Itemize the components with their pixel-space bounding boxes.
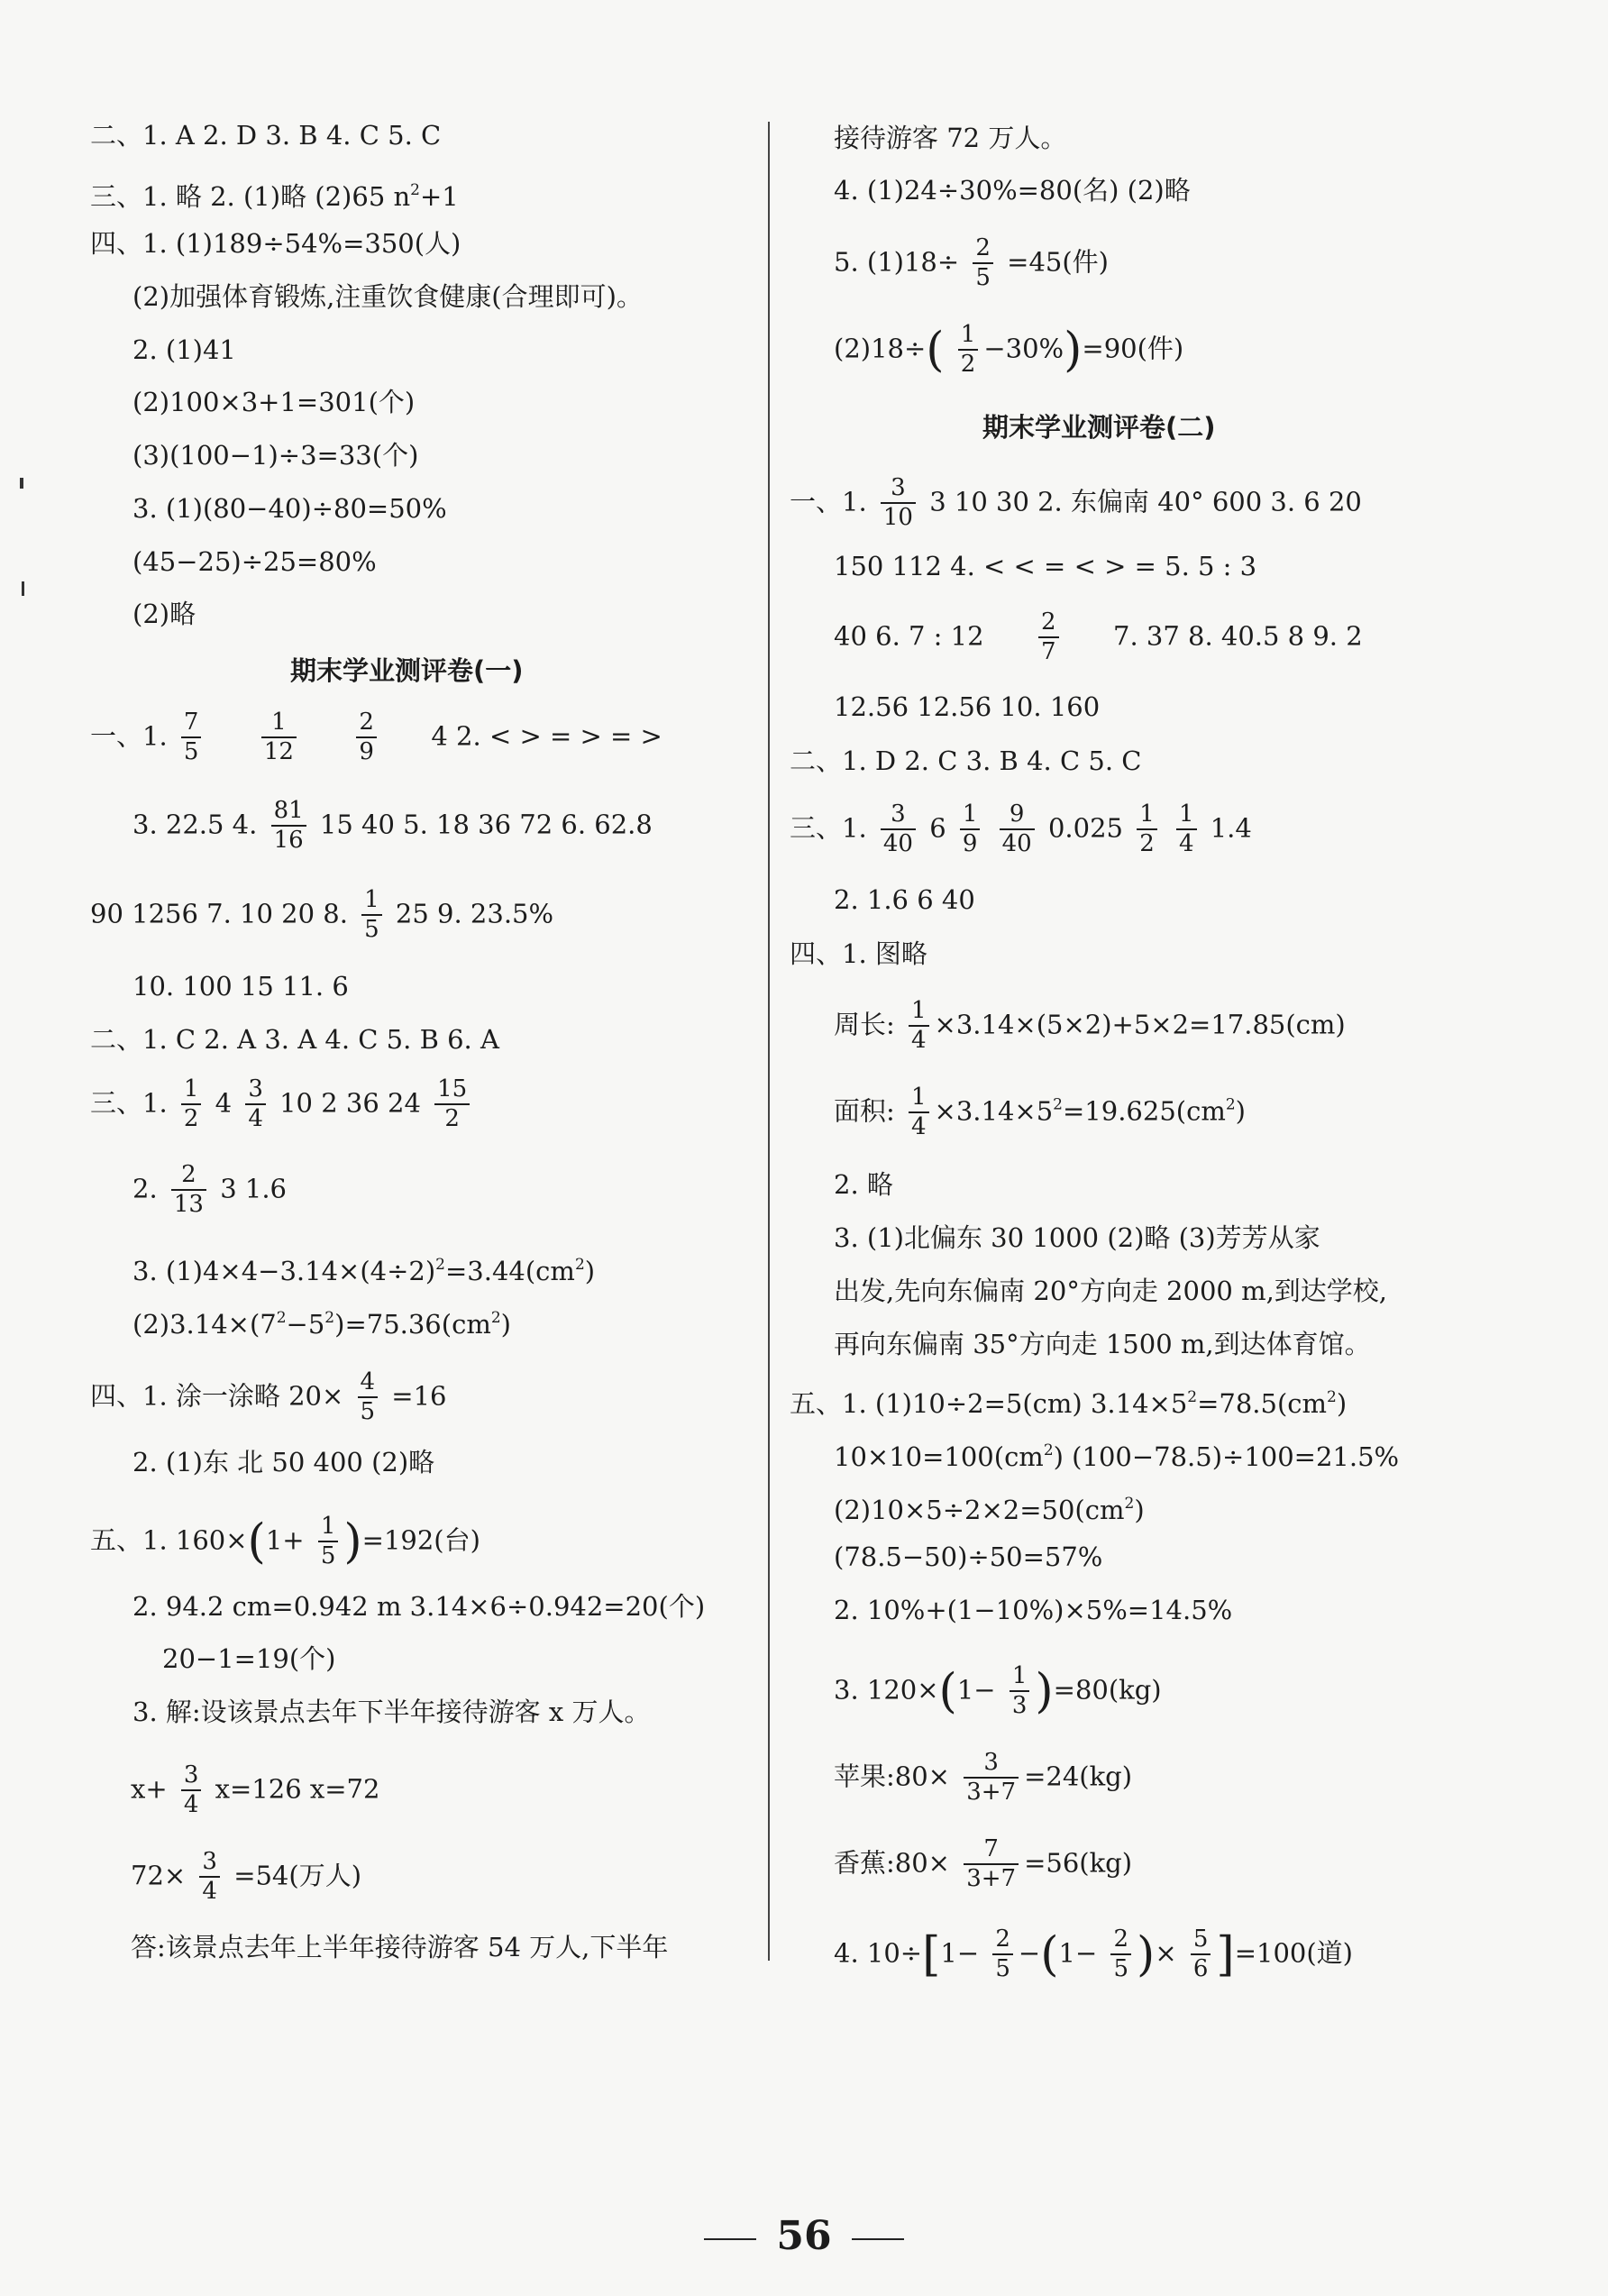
answer-line: 四、1. 图略 xyxy=(790,938,927,969)
fraction: $\frac{2}{9}$ xyxy=(356,710,377,765)
section-title: 期末学业测评卷(一) xyxy=(290,655,524,686)
section-title: 期末学业测评卷(二) xyxy=(982,412,1216,443)
answer-line: (45−25)÷25=80% xyxy=(132,546,377,577)
fraction: $\frac{1}{2}$ xyxy=(1137,802,1157,857)
answer-line: (2)18÷( $\frac{1}{2}$ −30%)=90(件) xyxy=(834,321,1184,379)
answer-line: (2)加强体育锻炼,注重饮食健康(合理即可)。 xyxy=(132,281,643,312)
fraction: $\frac{2}{13}$ xyxy=(171,1163,206,1218)
fraction: $\frac{3}{4}$ xyxy=(199,1850,220,1905)
answer-line: 90 1256 7. 10 20 8. $\frac{1}{5}$ 25 9. 23.5% xyxy=(90,886,554,944)
answer-line: 40 6. 7 : 12 $\frac{2}{7}$ 7. 37 8. 40.5 8 9. 2 xyxy=(834,608,1363,666)
fraction: $\frac{2}{5}$ xyxy=(973,236,993,291)
answer-line: 5. (1)18÷ $\frac{2}{5}$ =45(件) xyxy=(834,234,1109,292)
fraction: $\frac{9}{40}$ xyxy=(1000,802,1035,857)
fraction: $\frac{1}{4}$ xyxy=(1176,802,1197,857)
fraction: $\frac{2}{5}$ xyxy=(1110,1927,1131,1982)
answer-line: 2. $\frac{2}{13}$ 3 1.6 xyxy=(132,1161,287,1219)
answer-line: 2. 10%+(1−10%)×5%=14.5% xyxy=(834,1595,1233,1625)
answer-line: 一、1. $\frac{3}{10}$ 3 10 30 2. 东偏南 40° 600 3. 6 20 xyxy=(790,474,1362,532)
answer-line: 三、1. $\frac{3}{40}$ 6 $\frac{1}{9}$ $\frac{9}{40}$ 0.025 $\frac{1}{2}$ $\frac{1}{4}$ 1.4 xyxy=(790,800,1252,858)
fraction: $\frac{3}{40}$ xyxy=(881,802,916,857)
answer-line: 150 112 4. < < = < > = 5. 5 : 3 xyxy=(834,551,1257,581)
answer-line: 一、1. $\frac{7}{5}$ $\frac{1}{12}$ $\frac{2}{9}$ 4 2. < > = > = > xyxy=(90,709,662,766)
answer-line: 3. 120×(1− $\frac{1}{3}$ )=80(kg) xyxy=(834,1662,1162,1720)
answer-line: 3. $(1)4\times 4-3.14\times(4\div 2)^2=3.44(cm^2)$ xyxy=(132,1256,596,1286)
fraction: $\frac{15}{2}$ xyxy=(434,1077,470,1132)
answer-line: 面积: $\frac{1}{4}$ $\times 3.14\times 5^2=19.625(cm^2)$ xyxy=(834,1084,1246,1141)
answer-line: 3. (1)北偏东 30 1000 (2)略 (3)芳芳从家 xyxy=(834,1222,1320,1253)
answer-line: 五、1. 160×(1+ $\frac{1}{5}$ )=192(台) xyxy=(90,1513,480,1570)
answer-line: 4. (1)24÷30%=80(名) (2)略 xyxy=(834,175,1191,206)
answer-line: 二、1. C 2. A 3. A 4. C 5. B 6. A xyxy=(90,1024,499,1055)
fraction: $\frac{1}{5}$ xyxy=(361,888,382,943)
fraction: $\frac{4}{5}$ xyxy=(358,1370,379,1425)
answer-line: (2)略 xyxy=(132,599,196,629)
fraction: $\frac{1}{4}$ xyxy=(909,1085,929,1140)
answer-line: 3. (1)(80−40)÷80=50% xyxy=(132,493,447,524)
answer-line: 10. 100 15 11. 6 xyxy=(132,971,349,1002)
fraction: $\frac{1}{5}$ xyxy=(318,1514,339,1569)
fraction: $\frac{7}{5}$ xyxy=(181,710,202,765)
fraction: $\frac{1}{9}$ xyxy=(960,802,981,857)
fraction: $\frac{1}{3}$ xyxy=(1010,1664,1030,1719)
scan-mark-1 xyxy=(20,478,23,489)
scan-mark-2 xyxy=(22,581,24,596)
fraction: $\frac{3}{10}$ xyxy=(881,476,916,531)
answer-line: 72× $\frac{3}{4}$ =54(万人) xyxy=(131,1848,362,1906)
answer-line: 2. 略 xyxy=(834,1169,893,1200)
page-number: 56 xyxy=(0,2213,1608,2259)
answer-line: (3)(100−1)÷3=33(个) xyxy=(132,440,419,471)
answer-line: 四、1. 涂一涂略 20× $\frac{4}{5}$ =16 xyxy=(90,1368,447,1426)
fraction: $\frac{5}{6}$ xyxy=(1191,1927,1211,1982)
answer-line: 3. 22.5 4. $\frac{81}{16}$ 15 40 5. 18 36 72 6. 62.8 xyxy=(132,797,653,855)
answer-line: 五、1. (1)10÷2=5(cm) $3.14\times 5^2=78.5(cm^2)$ xyxy=(790,1388,1348,1419)
answer-line: 2. 94.2 cm=0.942 m 3.14×6÷0.942=20(个) xyxy=(132,1591,706,1622)
answer-line: (2)100×3+1=301(个) xyxy=(132,387,416,417)
answer-line: 周长: $\frac{1}{4}$ ×3.14×(5×2)+5×2=17.85(cm) xyxy=(834,997,1346,1055)
answer-line: 2. (1)41 xyxy=(132,334,236,365)
answer-line: 二、1. D 2. C 3. B 4. C 5. C xyxy=(790,746,1142,776)
answer-line: 出发,先向东偏南 20°方向走 2000 m,到达学校, xyxy=(834,1276,1388,1306)
answer-line: 2. (1)东 北 50 400 (2)略 xyxy=(132,1447,435,1477)
answer-line: 三、1. $\frac{1}{2}$ 4 $\frac{3}{4}$ 10 2 36 24 $\frac{15}{2}$ xyxy=(90,1077,475,1132)
answer-line: $10\times 10=100(cm^2)$ (100−78.5)÷100=21.5% xyxy=(834,1441,1400,1472)
fraction: $\frac{1}{2}$ xyxy=(958,323,979,378)
fraction: $\frac{2}{7}$ xyxy=(1038,610,1059,665)
answer-line: x+ $\frac{3}{4}$ x=126 x=72 xyxy=(131,1761,380,1819)
fraction: $\frac{1}{2}$ xyxy=(181,1077,202,1132)
answer-line: 再向东偏南 35°方向走 1500 m,到达体育馆。 xyxy=(834,1329,1371,1359)
answer-line: 香蕉:80× $\frac{7}{3+7}$ =56(kg) xyxy=(834,1835,1133,1893)
answer-line: $(2)10\times 5\div 2\times 2=50(cm^2)$ xyxy=(834,1495,1145,1525)
answer-line: (78.5−50)÷50=57% xyxy=(834,1541,1103,1572)
fraction: $\frac{3}{3+7}$ xyxy=(964,1751,1019,1806)
answer-line: 12.56 12.56 10. 160 xyxy=(834,691,1101,722)
answer-line: 4. 10÷[1− $\frac{2}{5}$ −(1− $\frac{2}{5}$ )× $\frac{5}{6}$ ]=100(道) xyxy=(834,1926,1353,1983)
answer-line: 3. 解:设该景点去年下半年接待游客 x 万人。 xyxy=(132,1697,651,1727)
answer-line: $(2)3.14\times(7^2-5^2)=75.36(cm^2)$ xyxy=(132,1309,511,1340)
fraction: $\frac{2}{5}$ xyxy=(992,1927,1013,1982)
answer-line: 答:该景点去年上半年接待游客 54 万人,下半年 xyxy=(131,1932,669,1962)
answer-line: 接待游客 72 万人。 xyxy=(834,123,1067,153)
answer-line: 苹果:80× $\frac{3}{3+7}$ =24(kg) xyxy=(834,1749,1133,1807)
fraction: $\frac{1}{4}$ xyxy=(909,999,929,1054)
fraction: $\frac{81}{16}$ xyxy=(271,799,306,854)
answer-line: 四、1. (1)189÷54%=350(人) xyxy=(90,228,461,259)
fraction: $\frac{3}{4}$ xyxy=(245,1077,266,1132)
fraction: $\frac{7}{3+7}$ xyxy=(964,1837,1019,1892)
fraction: $\frac{3}{4}$ xyxy=(181,1763,202,1818)
fraction: $\frac{1}{12}$ xyxy=(261,710,297,765)
answer-line: 2. 1.6 6 40 xyxy=(834,884,975,915)
answer-line: 三、1. 略 2. (1)略 (2)65 $n^2+1$ xyxy=(90,181,459,212)
answer-line: 20−1=19(个) xyxy=(162,1643,336,1674)
column-divider xyxy=(768,122,770,1961)
answer-line: 二、1. A 2. D 3. B 4. C 5. C xyxy=(90,120,442,151)
